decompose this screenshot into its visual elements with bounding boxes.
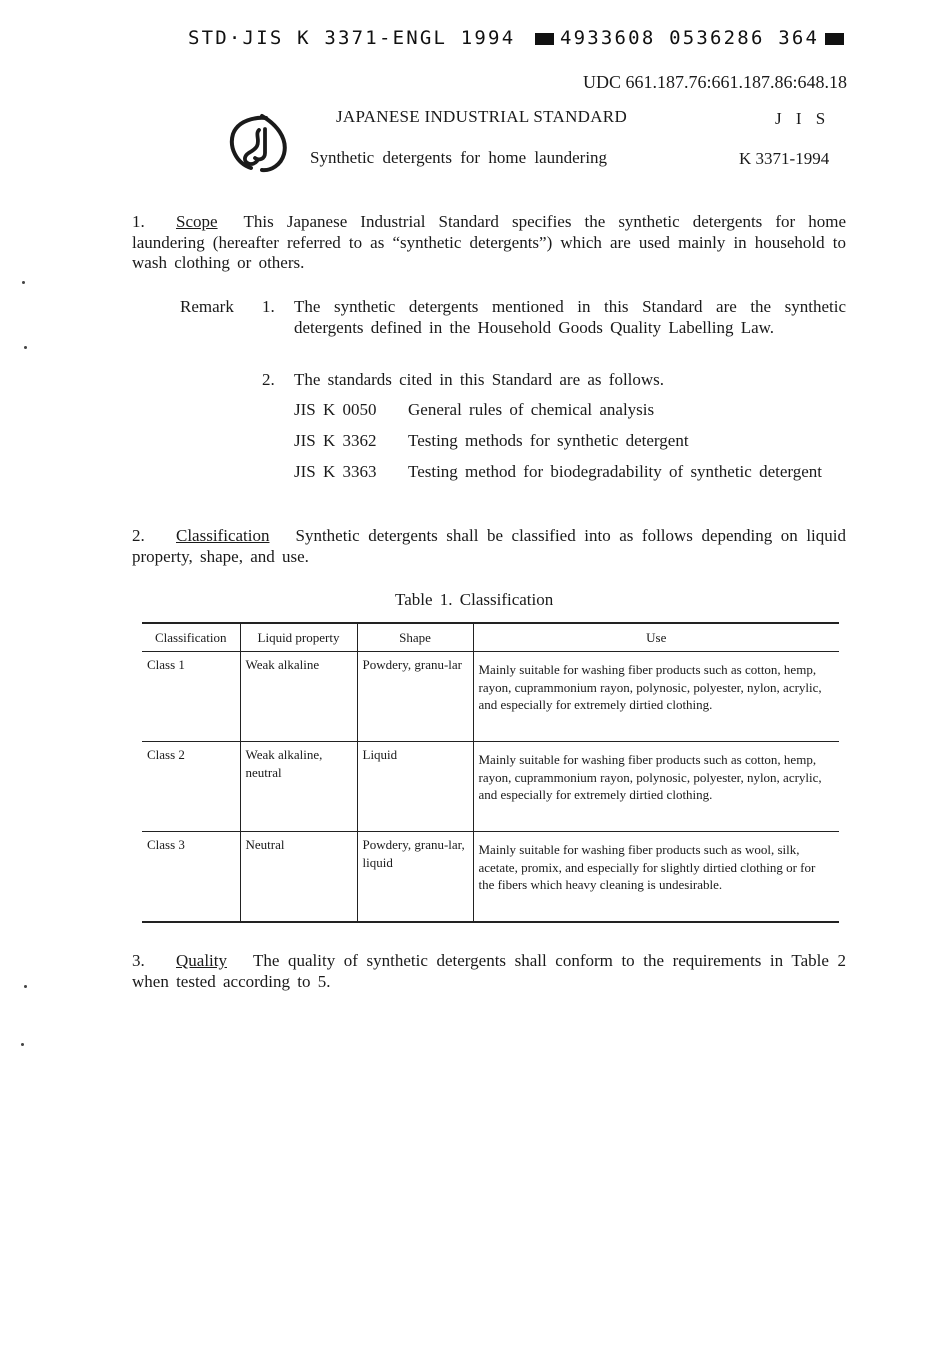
cell-classification: Class 1 (147, 657, 185, 672)
cell-liquid-property: Weak alkaline, neutral (240, 742, 357, 832)
cell-use: Mainly suitable for washing fiber products such as cotton, hemp, rayon, cuprammonium rayon, polynosic, polyester, nylon, acrylic, and especially for extremely dirtied clothing. (473, 742, 839, 832)
column-header: Liquid property (240, 623, 357, 652)
reference-code: JIS K 3363 (294, 462, 377, 481)
remark-number: 1. (262, 297, 275, 316)
column-header: Use (473, 623, 839, 652)
reference-code: JIS K 3362 (294, 431, 377, 450)
section-heading: Scope (176, 212, 218, 231)
redaction-block (535, 33, 554, 45)
scan-code-3: 364 (778, 27, 820, 49)
section-scope (132, 212, 846, 274)
section-text: This Japanese Industrial Standard specifies the synthetic detergents for home laundering (hereafter referred to as “synthetic detergents”) which are used mainly in household to wash clothing or others. (132, 212, 846, 272)
section-number: 1. (132, 212, 145, 231)
cell-shape: Liquid (357, 742, 473, 832)
cell-shape: Powdery, granu-lar (357, 652, 473, 742)
cell-classification: Class 3 (142, 832, 240, 922)
table-row (142, 742, 839, 832)
scan-speck (21, 1043, 24, 1046)
reference-code: JIS K 0050 (294, 400, 377, 419)
remark-number: 2. (262, 370, 275, 389)
scan-header-text: STD·JIS K 3371-ENGL 1994 (188, 27, 516, 49)
section-text: Synthetic detergents shall be classified into as follows depending on liquid property, shape, and use. (132, 526, 846, 566)
cell-classification: Class 2 (142, 742, 240, 832)
reference-title: Testing methods for synthetic detergent (408, 431, 689, 450)
scan-speck (24, 346, 27, 349)
jis-label: J I S (775, 109, 831, 128)
cell-liquid-property: Neutral (240, 832, 357, 922)
section-text: The quality of synthetic detergents shall conform to the requirements in Table 2 when tested according to 5. (132, 951, 846, 991)
classification-table (142, 622, 839, 923)
remark-text: The standards cited in this Standard are as follows. (294, 370, 665, 389)
cell-liquid-property: Weak alkaline (240, 652, 357, 742)
scan-header-line (188, 27, 850, 49)
section-quality (132, 951, 846, 992)
remark-label: Remark (180, 297, 234, 316)
remark-text: The synthetic detergents mentioned in this Standard are the synthetic detergents defined in the Household Goods Quality Labelling Law. (294, 297, 846, 337)
scan-speck (24, 985, 27, 988)
section-heading: Quality (176, 951, 227, 970)
scan-code-2: 0536286 (669, 27, 765, 49)
jis-mark-icon (226, 110, 292, 176)
cell-use: Mainly suitable for washing fiber products such as cotton, hemp, rayon, cuprammonium rayon, polynosic, polyester, nylon, acrylic, and especially for extremely dirtied clothing. (473, 652, 839, 742)
table-header-row (142, 623, 839, 652)
table-row (142, 652, 839, 742)
document-subject: Synthetic detergents for home laundering (310, 148, 608, 167)
table-caption: Table 1. Classification (395, 590, 554, 609)
section-number: 2. (132, 526, 145, 545)
redaction-block (825, 33, 844, 45)
scan-speck (22, 281, 25, 284)
section-classification (132, 526, 846, 567)
udc-number: UDC 661.187.76:661.187.86:648.18 (582, 72, 847, 92)
section-heading: Classification (176, 526, 270, 545)
column-header: Shape (357, 623, 473, 652)
standard-title: JAPANESE INDUSTRIAL STANDARD (336, 107, 628, 126)
section-number: 3. (132, 951, 145, 970)
reference-title: General rules of chemical analysis (408, 400, 655, 419)
table-row (142, 832, 839, 922)
reference-title: Testing method for biodegradability of synthetic detergent (408, 462, 823, 481)
scan-code-1: 4933608 (559, 27, 656, 49)
cell-shape: Powdery, granu-lar, liquid (357, 832, 473, 922)
cell-use: Mainly suitable for washing fiber products such as wool, silk, acetate, promix, and especially for slightly dirtied clothing or for the fibers which heavy cleaning is undesirable. (473, 832, 839, 922)
column-header: Classification (142, 623, 240, 652)
document-number: K 3371-1994 (739, 149, 830, 168)
